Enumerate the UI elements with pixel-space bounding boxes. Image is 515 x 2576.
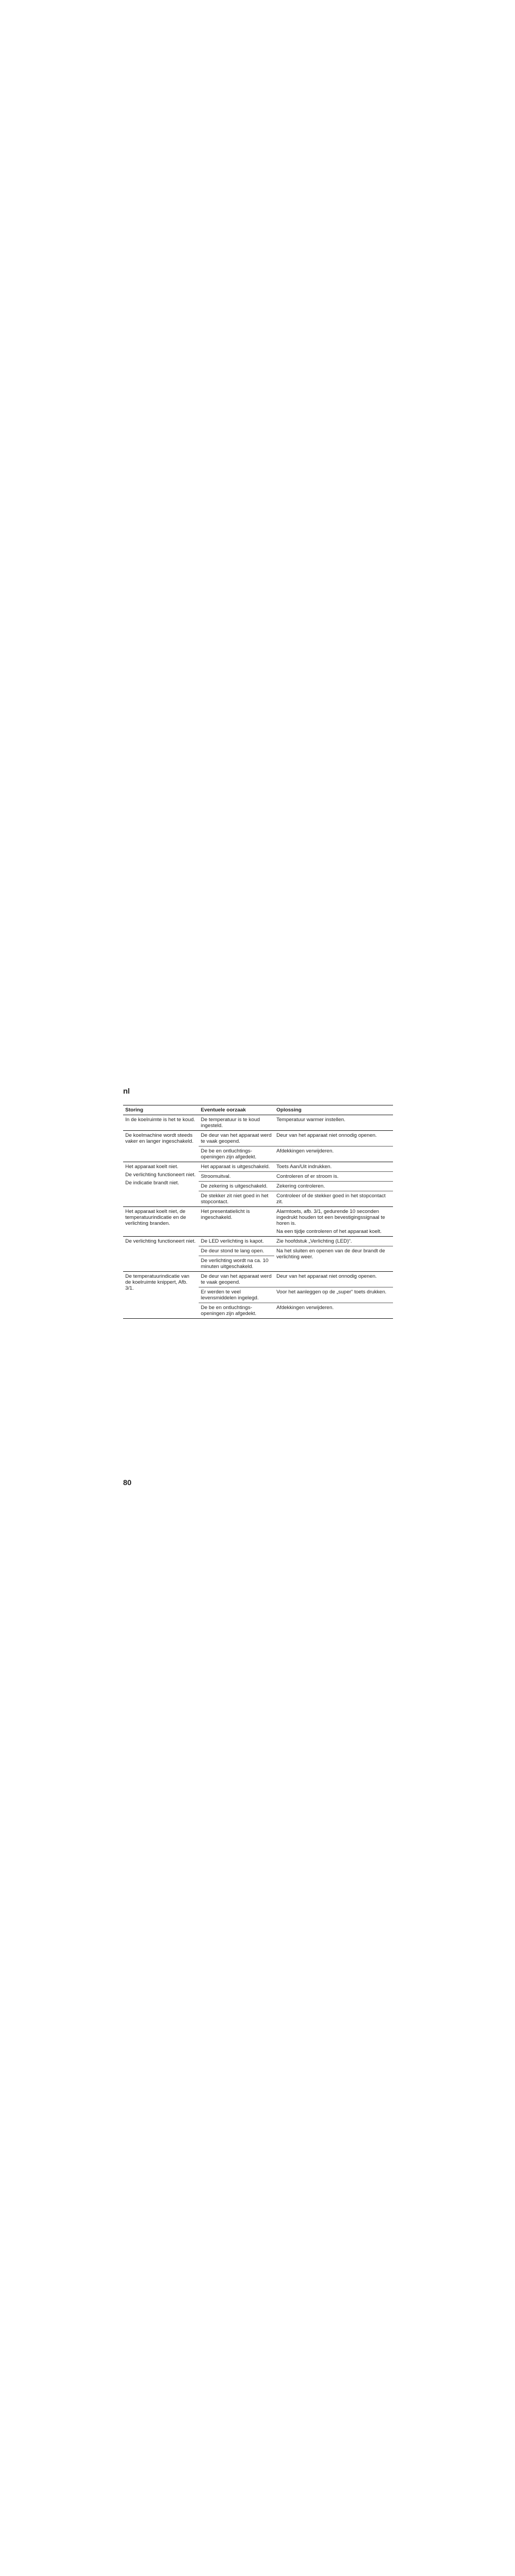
solution-cell <box>274 1287 393 1303</box>
table-header-row <box>123 1105 393 1115</box>
fault-text: De verlichting functioneert niet. <box>125 1238 196 1244</box>
fault-cell <box>123 1237 199 1272</box>
cause-cell: De LED verlichting is kapot. <box>199 1237 274 1246</box>
cause-cell: De zekering is uitgeschakeld. <box>199 1182 274 1191</box>
fault-cell <box>123 1131 199 1162</box>
table-row <box>123 1131 393 1147</box>
fault-text: De koelmachine wordt steeds vaker en langer ingeschakeld. <box>125 1132 194 1144</box>
cause-cell: De deur van het apparaat werd te vaak geopend. <box>199 1131 274 1147</box>
table-row <box>123 1207 393 1237</box>
cause-cell: Er werden te veel levensmiddelen ingelegd. <box>199 1287 274 1303</box>
solution-cell <box>274 1237 393 1246</box>
fault-text: Het apparaat koelt niet. <box>125 1164 179 1170</box>
header-cause: Eventuele oorzaak <box>199 1105 274 1115</box>
table-row <box>123 1237 393 1246</box>
cause-cell: De deur stond te lang open. <box>199 1246 274 1256</box>
solution-text: Afdekkingen verwijderen. <box>276 1148 334 1154</box>
solution-cell <box>274 1115 393 1131</box>
solution-cell <box>274 1246 393 1272</box>
cause-cell: De deur van het apparaat werd te vaak geopend. <box>199 1272 274 1287</box>
table-row <box>123 1162 393 1172</box>
solution-cell <box>274 1182 393 1191</box>
solution-cell <box>274 1131 393 1147</box>
solution-cell <box>274 1191 393 1207</box>
cause-cell: Het presentatielicht is ingeschakeld. <box>199 1207 274 1237</box>
fault-text: De temperatuurindicatie van de koelruimte knippert, Afb. 3/1. <box>125 1273 189 1291</box>
solution-text: Deur van het apparaat niet onnodig openen. <box>276 1132 377 1138</box>
solution-cell <box>274 1147 393 1162</box>
fault-text: In de koelruimte is het te koud. <box>125 1117 195 1123</box>
solution-text: Toets Aan/Uit indrukken. <box>276 1164 332 1170</box>
solution-text: Deur van het apparaat niet onnodig openen. <box>276 1273 377 1279</box>
cause-cell: De temperatuur is te koud ingesteld. <box>199 1115 274 1131</box>
solution-text: Na het sluiten en openen van de deur brandt de verlichting weer. <box>276 1248 385 1260</box>
page-number: 80 <box>123 1478 132 1487</box>
fault-text: De verlichting functioneert niet. <box>125 1172 196 1178</box>
fault-cell <box>123 1162 199 1207</box>
cause-cell: De be en ontluchtingsopeningen zijn afgedekt. <box>199 1147 274 1162</box>
solution-text: Voor het aanleggen op de „super“ toets drukken. <box>276 1289 387 1295</box>
solution-cell <box>274 1207 393 1237</box>
troubleshooting-table <box>123 1105 393 1319</box>
solution-text: Controleer of de stekker goed in het stopcontact zit. <box>276 1193 386 1205</box>
header-fault: Storing <box>123 1105 199 1115</box>
fault-cell <box>123 1115 199 1131</box>
solution-cell <box>274 1162 393 1172</box>
cause-cell: Stroomuitval. <box>199 1172 274 1182</box>
solution-cell <box>274 1303 393 1319</box>
header-solution: Oplossing <box>274 1105 393 1115</box>
solution-text: Na een tijdje controleren of het apparaat koelt. <box>276 1229 382 1235</box>
solution-cell <box>274 1272 393 1287</box>
solution-text: Zekering controleren. <box>276 1183 325 1189</box>
table-row <box>123 1272 393 1287</box>
cause-cell: De be en ontluchtingsopeningen zijn afgedekt. <box>199 1303 274 1319</box>
fault-cell <box>123 1272 199 1319</box>
cause-cell: De stekker zit niet goed in het stopcontact. <box>199 1191 274 1207</box>
solution-cell <box>274 1172 393 1182</box>
table-row <box>123 1115 393 1131</box>
fault-text: De indicatie brandt niet. <box>125 1180 179 1186</box>
cause-cell: De verlichting wordt na ca. 10 minuten uitgeschakeld. <box>199 1256 274 1272</box>
solution-text: Afdekkingen verwijderen. <box>276 1305 334 1311</box>
solution-text: Temperatuur warmer instellen. <box>276 1117 345 1123</box>
fault-text: Het apparaat koelt niet, de temperatuurindicatie en de verlichting branden. <box>125 1209 186 1226</box>
solution-text: Alarmtoets, afb. 3/1, gedurende 10 seconden ingedrukt houden tot een bevestigingssignaal te horen is. <box>276 1209 385 1226</box>
fault-cell <box>123 1207 199 1237</box>
language-label: nl <box>123 1087 130 1095</box>
cause-cell: Het apparaat is uitgeschakeld. <box>199 1162 274 1172</box>
solution-text: Controleren of er stroom is. <box>276 1174 339 1179</box>
solution-text: Zie hoofdstuk „Verlichting (LED)“. <box>276 1238 352 1244</box>
